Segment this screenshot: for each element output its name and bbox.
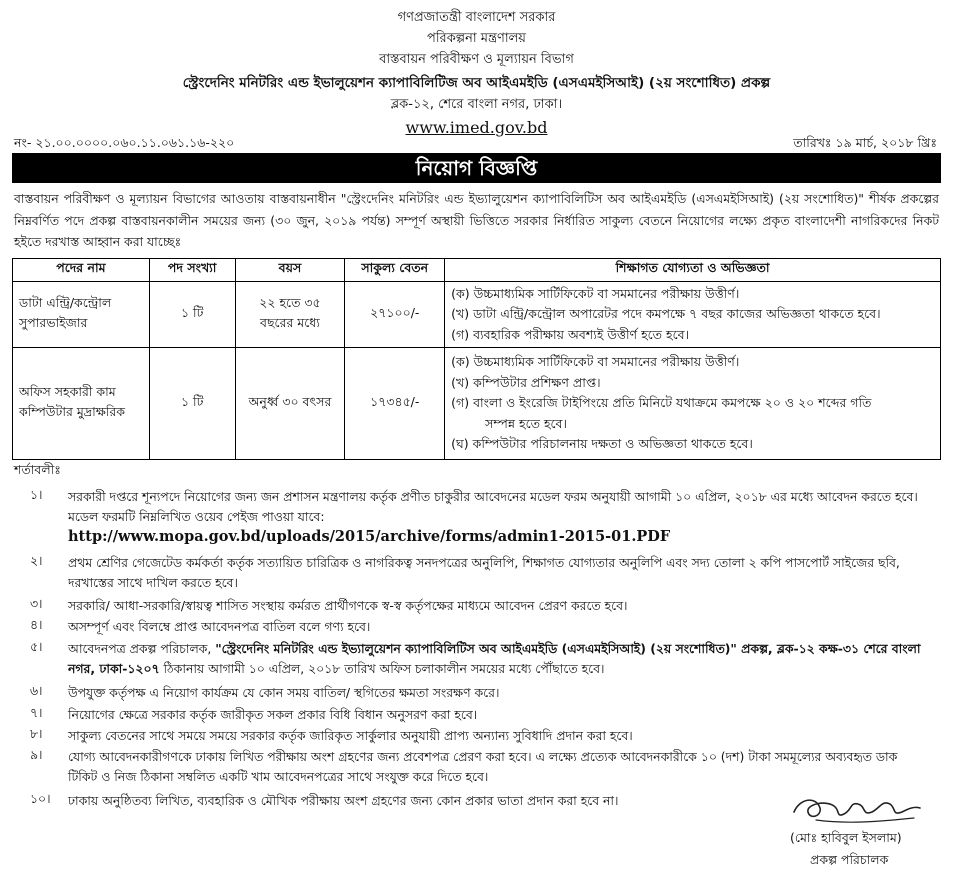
post-age: অনুর্ধ্ব ৩০ বৎসর [235,348,345,460]
condition-number: ২। [30,553,43,568]
condition-text: যোগ্য আবেদনকারীগণকে ঢাকায় লিখিত পরীক্ষায় অংশ গ্রহণের জন্য প্রবেশপত্র প্রেরণ করা হবে। এ লক্ষ্যে প্রত্যেক আবেদনকারীকে ১০ (দশ) টাকা সমমূল্যের অব্যবহৃত ডাক টিকিট ও নিজ ঠিকানা সম্বলিত একটি খাম আবেদনপত্রের সাথে সংযুক্ত করে দিতে হবে। [68,749,898,784]
post-name: ডাটা এন্ট্রি/কন্ট্রোল সুপারভাইজার [13,282,150,348]
qualification-item: (খ) কম্পিউটার প্রশিক্ষণ প্রাপ্ত। [451,374,601,390]
col-header-qualification: শিক্ষাগত যোগ্যতা ও অভিজ্ঞতা [445,259,941,282]
condition-body: সরকারী দপ্তরে শূন্যপদে নিয়োগের জন্য জন প্রশাসন মন্ত্রণালয় কর্তৃক প্রণীত চাকুরীর আবেদনের মডেল ফরম অনুযায়ী আগামী ১০ এপ্রিল, ২০১৮ এর মধ্যে আবেদন করতে হবে। মডেল ফরমটি নিম্নলিখিত ওয়েব পেইজ পাওয়া যাবে: [68,489,918,524]
header-government: গণপ্রজাতন্ত্রী বাংলাদেশ সরকার [397,10,556,25]
condition-text: নিয়োগের ক্ষেত্রে সরকার কর্তৃক জারীকৃত সকল প্রকার বিধি বিধান অনুসরণ করা হবে। [68,707,478,722]
table-row [13,282,941,348]
post-count: ১ টি [149,348,235,460]
signature [786,790,926,830]
condition-text: সরকারি/ আধা-সরকারি/স্বায়ত্ব শাসিত সংস্থায় কর্মরত প্রার্থীগণকে স্ব-স্ব কর্তৃপক্ষের মাধ্যমে আবেদন প্রেরণ করতে হবে। [68,598,628,613]
signatory-title: প্রকল্প পরিচালক [810,852,889,867]
conditions-title: শর্তাবলীঃ [14,462,61,477]
project-address: "স্ট্রেংদেনিং মনিটরিং এন্ড ইভ্যালুয়েশন ক্যাপাবিলিটিস অব আইএমইডি (এসএমইসিআই) (২য় সংশোধিত)" প্রকল্প, ব্লক-১২ কক্ষ-৩১ শেরে বাংলা নগর, ঢাকা-১২০৭ [68,641,921,676]
condition-text: সাকুল্য বেতনের সাথে সময়ে সময়ে সরকার কর্তৃক জারিকৃত সার্কুলার অনুযায়ী প্রাপ্য অন্যান্য সুবিধাদি প্রদান করা হবে। [68,728,633,743]
header-website-link[interactable]: www.imed.gov.bd [405,118,548,137]
condition-number: ১০। [30,791,51,806]
condition-text [68,639,928,679]
header-division: বাস্তবায়ন পরিবীক্ষণ ও মূল্যায়ন বিভাগ [379,52,574,67]
condition-text: প্রথম শ্রেণির গেজেটেড কর্মকর্তা কর্তৃক সত্যায়িত চারিত্রিক ও নাগরিকত্ব সনদপত্রের অনুলিপি, শিক্ষাগত যোগ্যতার অনুলিপি এবং সদ্য তোলা ২ কপি পাসপোর্ট সাইজের ছবি, দরখাস্তের সাথে দাখিল করতে হবে। [68,555,900,590]
post-salary: ২৭১০০/- [345,282,445,348]
condition-body: আবেদনপত্র প্রকল্প পরিচালক, [68,641,216,656]
condition-text: ঢাকায় অনুষ্ঠিতব্য লিখিত, ব্যবহারিক ও মৌখিক পরীক্ষায় অংশ গ্রহণের জন্য কোন প্রকার ভাতা প্রদান করা হবে না। [68,793,619,808]
qualification-item: (গ) ব্যবহারিক পরীক্ষায় অবশ্যই উত্তীর্ণ হতে হবে। [451,326,690,342]
notice-title-banner: নিয়োগ বিজ্ঞপ্তি [12,153,941,183]
qualification-item: (খ) ডাটা এন্ট্রি/কন্ট্রোল অপারেটর পদে কমপক্ষে ৭ বছর কাজের অভিজ্ঞতা থাকতে হবে। [451,306,881,322]
table-row [13,348,941,460]
condition-number: ৮। [30,726,43,741]
qualification-item: (ক) উচ্চমাধ্যমিক সার্টিফিকেট বা সমমানের পরীক্ষায় উত্তীর্ণ। [451,354,740,370]
posts-table [12,258,941,460]
condition-number: ৭। [30,705,43,720]
memo-number: নং- ২১.০০.০০০০.০৬০.১১.০৬১.১৬-২২০ [14,135,235,150]
post-salary: ১৭৩৪৫/- [345,348,445,460]
condition-number: ৩। [30,596,43,611]
col-header-age: বয়স [235,259,345,282]
condition-number: ৯। [30,747,43,762]
col-header-count: পদ সংখ্যা [149,259,235,282]
post-count: ১ টি [149,282,235,348]
post-name: অফিস সহকারী কাম কম্পিউটার মুদ্রাক্ষরিক [13,348,150,460]
condition-text: অসম্পূর্ণ এবং বিলম্বে প্রাপ্ত আবেদনপত্র বাতিল বলে গণ্য হবে। [68,619,371,634]
condition-number: ৬। [30,683,43,698]
col-header-salary: সাকুল্য বেতন [345,259,445,282]
notice-date: তারিখঃ ১৯ মার্চ, ২০১৮ খ্রিঃ [793,135,937,150]
qualification-item: (গ) বাংলা ও ইংরেজি টাইপিংয়ে প্রতি মিনিটে যথাক্রমে কমপক্ষে ২০ ও ২০ শব্দের গতি [451,395,872,411]
qualification-item: (ঘ) কম্পিউটার পরিচালনায় দক্ষতা ও অভিজ্ঞতা থাকতে হবে। [451,436,753,452]
header-ministry: পরিকল্পনা মন্ত্রণালয় [427,31,526,46]
header-project: স্ট্রেংদেনিং মনিটরিং এন্ড ইভালুয়েশন ক্যাপাবিলিটিজ অব আইএমইডি (এসএমইসিআই) (২য় সংশোধিত) প্রকল্প [182,75,771,91]
post-qualifications [445,282,941,348]
model-form-link[interactable]: http://www.mopa.gov.bd/uploads/2015/archive/forms/admin1-2015-01.PDF [68,528,671,545]
condition-number: ৪। [30,617,43,632]
table-header-row [13,259,941,282]
post-age: ২২ হতে ৩৫ বছরের মধ্যে [235,282,345,348]
condition-number: ১। [30,487,43,502]
intro-paragraph: বাস্তবায়ন পরিবীক্ষণ ও মূল্যায়ন বিভাগের আওতায় বাস্তবায়নাধীন "স্ট্রেংদেনিং মনিটরিং এন্ড ইভ্যালুয়েশন ক্যাপাবিলিটিস অব আইএমইডি (এসএমইসিআই) (২য় সংশোধিত)" শীর্ষক প্রকল্পের নিম্নবর্ণিত পদে প্রকল্প বাস্তবায়নকালীন সময়ের জন্য (৩০ জুন, ২০১৯ পর্যন্ত) সম্পূর্ণ অস্থায়ী ভিত্তিতে সরকার নির্ধারিত সাকুল্য বেতনে নিয়োগের লক্ষ্যে প্রকৃত বাংলাদেশী নাগরিকদের নিকট হইতে দরখাস্ত আহ্বান করা যাচ্ছেঃ [14,191,939,249]
qualification-item: সম্পন্ন হতে হবে। [485,415,567,431]
condition-text [68,487,928,547]
qualification-item: (ক) উচ্চমাধ্যমিক সার্টিফিকেট বা সমমানের পরীক্ষায় উত্তীর্ণ। [451,285,740,301]
condition-body: ঠিকানায় আগামী ১০ এপ্রিল, ২০১৮ তারিখ অফিস চলাকালীন সময়ের মধ্যে পৌঁছাতে হবে। [159,661,605,676]
post-qualifications [445,348,941,460]
header-address: ব্লক-১২, শেরে বাংলা নগর, ঢাকা। [390,97,563,112]
condition-number: ৫। [30,639,43,654]
condition-text: উপযুক্ত কর্তৃপক্ষ এ নিয়োগ কার্যক্রম যে কোন সময় বাতিল/ স্থগিতের ক্ষমতা সংরক্ষণ করে। [68,685,500,700]
col-header-post: পদের নাম [13,259,150,282]
signatory-name: (মোঃ হাবিবুল ইসলাম) [790,830,902,845]
